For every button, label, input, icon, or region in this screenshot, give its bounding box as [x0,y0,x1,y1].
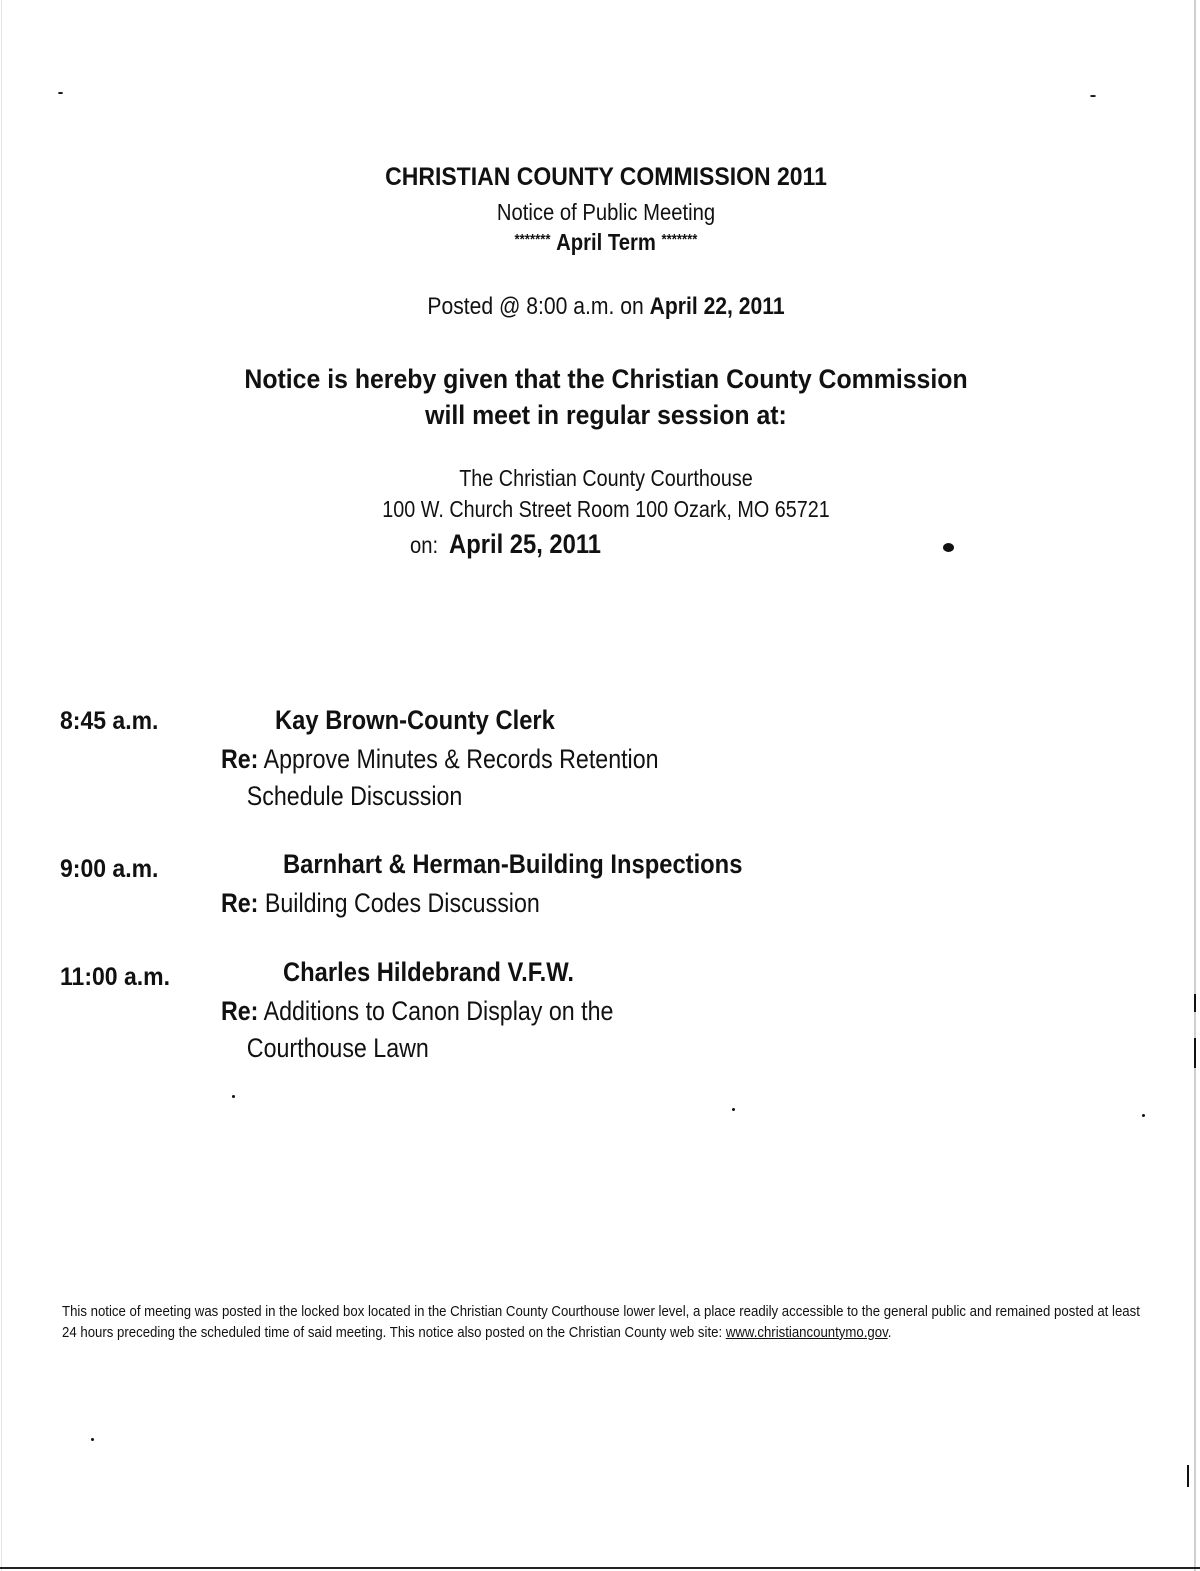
agenda-subject [221,885,540,922]
re-label: Re: [221,888,259,918]
term-line [73,229,1140,256]
county-website-link[interactable]: www.christiancountymo.gov [725,1324,888,1341]
re-label: Re: [221,744,259,774]
agenda-presenter: Kay Brown-County Clerk [275,705,555,735]
posted-prefix: Posted @ 8:00 a.m. on [427,293,644,320]
posting-statement [62,1301,1153,1343]
agenda-subject-line-1: Additions to Canon Display on the [263,996,614,1026]
agenda-subject [221,993,613,1067]
term-label: April Term [556,229,656,255]
agenda-time: 8:45 a.m. [60,707,159,735]
notice-statement [48,361,1163,433]
agenda-time: 11:00 a.m. [60,963,170,991]
term-stars-right: ******* [661,231,698,248]
on-label: on: [410,532,439,558]
agenda-subject-line-2: Schedule Discussion [246,781,463,811]
agenda-presenter: Barnhart & Herman-Building Inspections [283,849,743,879]
posted-date: April 22, 2011 [649,293,785,320]
agenda-subject-line-1: Building Codes Discussion [264,888,540,918]
agenda-subject [221,741,659,815]
notice-line-1: Notice is hereby given that the Christian County Commission [244,364,968,394]
scan-edge-bottom [0,1567,1200,1569]
scan-speck [232,1095,235,1098]
notice-line-2: will meet in regular session at: [425,400,787,430]
document-subtitle: Notice of Public Meeting [496,199,716,225]
scan-speck [732,1108,735,1111]
re-label: Re: [221,996,259,1026]
location-address: 100 W. Church Street Room 100 Ozark, MO 65721 [382,496,830,522]
scan-speck [1090,95,1096,97]
term-stars-left: ******* [514,231,551,248]
agenda-time: 9:00 a.m. [60,855,159,883]
agenda-presenter: Charles Hildebrand V.F.W. [283,957,574,987]
meeting-date-line [410,529,601,560]
agenda-subject-line-2: Courthouse Lawn [246,1033,429,1063]
agenda-subject-line-1: Approve Minutes & Records Retention [263,744,659,774]
location-place: The Christian County Courthouse [459,465,753,491]
scan-speck [943,543,954,552]
scan-edge-left [1,0,2,1571]
scan-mark [1194,1038,1196,1068]
posted-line [73,293,1140,321]
scan-speck [58,92,63,94]
document-title: CHRISTIAN COUNTY COMMISSION 2011 [385,163,827,191]
link-suffix: . [887,1324,892,1341]
scan-mark [1187,1465,1189,1487]
scan-speck [1142,1114,1145,1117]
scan-speck [91,1438,94,1441]
scan-edge-right [1194,0,1196,1571]
meeting-date: April 25, 2011 [449,529,601,559]
scan-mark [1194,994,1196,1012]
posting-statement-text: This notice of meeting was posted in the locked box located in the Christian County Courthouse lower level, a place readily accessible to the general public and remained posted at least 24 hours preceding the scheduled time of said meeting. This notice also posted on the Christian County web site: [62,1303,1140,1341]
